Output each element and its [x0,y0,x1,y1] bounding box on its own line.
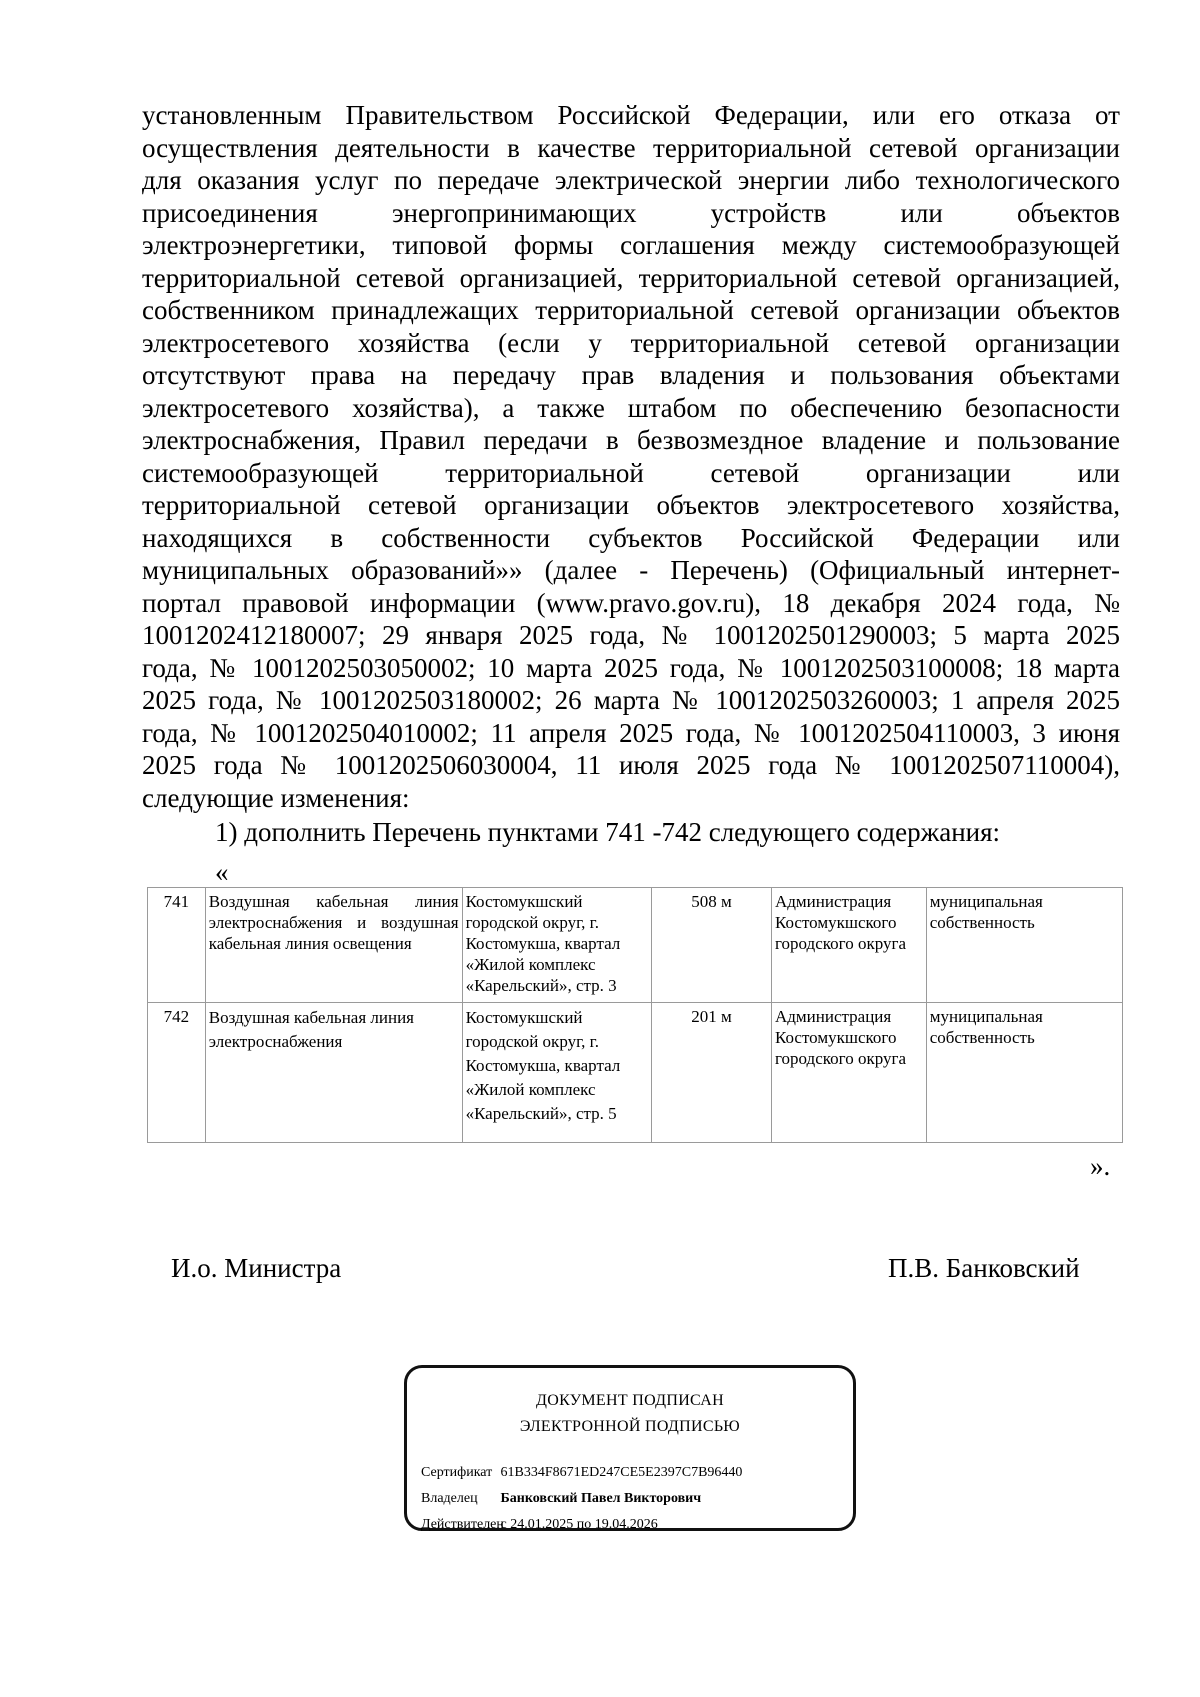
body-line: находящихся в собственности субъектов Российской Федерации или [142,522,1120,553]
open-quote: « [215,857,229,887]
row-number: 741 [148,888,206,1003]
body-line: территориальной сетевой организацией, территориальной сетевой организацией, [142,262,1120,293]
row-number: 742 [148,1003,206,1143]
object-address: Костомукшский городской округ, г. Костомукша, квартал «Жилой комплекс «Карельский», стр. 3 [462,888,651,1003]
body-line: портал правовой информации (www.pravo.gov.ru), 18 декабря 2024 года, № [142,587,1120,618]
stamp-certificate-row [421,1464,742,1482]
body-line: муниципальных образований»» (далее - Перечень) (Официальный интернет- [142,555,1120,585]
body-line: системообразующей территориальной сетевой организации или [142,457,1120,488]
body-line: электросетевого хозяйства (если у территориальной сетевой организации [142,327,1120,358]
body-line: электросетевого хозяйства), а также штабом по обеспечению безопасности [142,392,1120,423]
body-line: установленным Правительством Российской Федерации, или его отказа от [142,100,1120,130]
stamp-owner-value: Банковский Павел Викторович [500,1491,702,1506]
object-owner: Администрация Костомукшского городского округа [772,888,927,1003]
body-line: электроснабжения, Правил передачи в безвозмездное владение и пользование [142,425,1120,455]
object-owner: Администрация Костомукшского городского округа [772,1003,927,1143]
signatory-name: П.В. Банковский [888,1253,1080,1283]
body-line: 2025 года № 1001202506030004, 11 июля 2025 года № 1001202507110004), [142,750,1120,780]
close-quote: ». [1090,1151,1111,1181]
object-property-type: муниципальная собственность [926,888,1122,1003]
stamp-heading-line: ДОКУМЕНТ ПОДПИСАН [536,1392,724,1409]
object-name: Воздушная кабельная линия электроснабжения и воздушная кабельная линия освещения [205,888,462,1003]
body-line: 1001202412180007; 29 января 2025 года, № 1001202501290003; 5 марта 2025 [142,620,1120,650]
body-line: года, № 1001202504010002; 11 апреля 2025 года, № 1001202504110003, 3 июня [142,717,1120,748]
body-line: года, № 1001202503050002; 10 марта 2025 года, № 1001202503100008; 18 марта [142,652,1120,683]
table-row [148,888,1123,1003]
e-signature-stamp [404,1365,856,1531]
body-line: собственником принадлежащих территориальной сетевой организации объектов [142,295,1120,325]
stamp-heading-line: ЭЛЕКТРОННОЙ ПОДПИСЬЮ [519,1418,741,1435]
object-address: Костомукшский городской округ, г. Костомукша, квартал «Жилой комплекс «Карельский», стр. 5 [462,1003,651,1143]
body-paragraph [142,99,1120,814]
object-length: 201 м [651,1003,771,1143]
stamp-owner-label: Владелец [421,1491,478,1506]
object-name: Воздушная кабельная линия электроснабжения [205,1003,462,1143]
object-property-type: муниципальная собственность [926,1003,1122,1143]
stamp-validity-label: Действителен [421,1517,504,1532]
stamp-certificate-label: Сертификат [421,1465,493,1480]
body-line: электроэнергетики, типовой формы соглашения между системообразующей [142,230,1120,260]
stamp-owner-row [421,1490,701,1508]
stamp-validity-value: с 24.01.2025 по 19.04.2026 [500,1517,658,1532]
table-row [148,1003,1123,1143]
object-length: 508 м [651,888,771,1003]
stamp-certificate-value: 61B334F8671ED247CE5E2397C7B96440 [500,1465,743,1480]
body-line: для оказания услуг по передаче электрической энергии либо технологического [142,165,1120,195]
body-line: территориальной сетевой организации объектов электросетевого хозяйства, [142,490,1120,520]
body-line: 2025 года, № 1001202503180002; 26 марта № 1001202503260003; 1 апреля 2025 [142,685,1120,715]
body-line: осуществления деятельности в качестве территориальной сетевой организации [142,132,1120,163]
body-line: отсутствуют права на передачу прав владения и пользования объектами [142,360,1120,390]
body-last-line: следующие изменения: [142,782,410,813]
amendment-item-1: 1) дополнить Перечень пунктами 741 -742 следующего содержания: [215,817,1001,847]
objects-table [147,887,1123,1143]
stamp-heading [407,1388,853,1440]
stamp-validity-row [421,1516,658,1534]
body-line: присоединения энергопринимающих устройств или объектов [142,197,1120,228]
signatory-title: И.о. Министра [171,1253,342,1283]
